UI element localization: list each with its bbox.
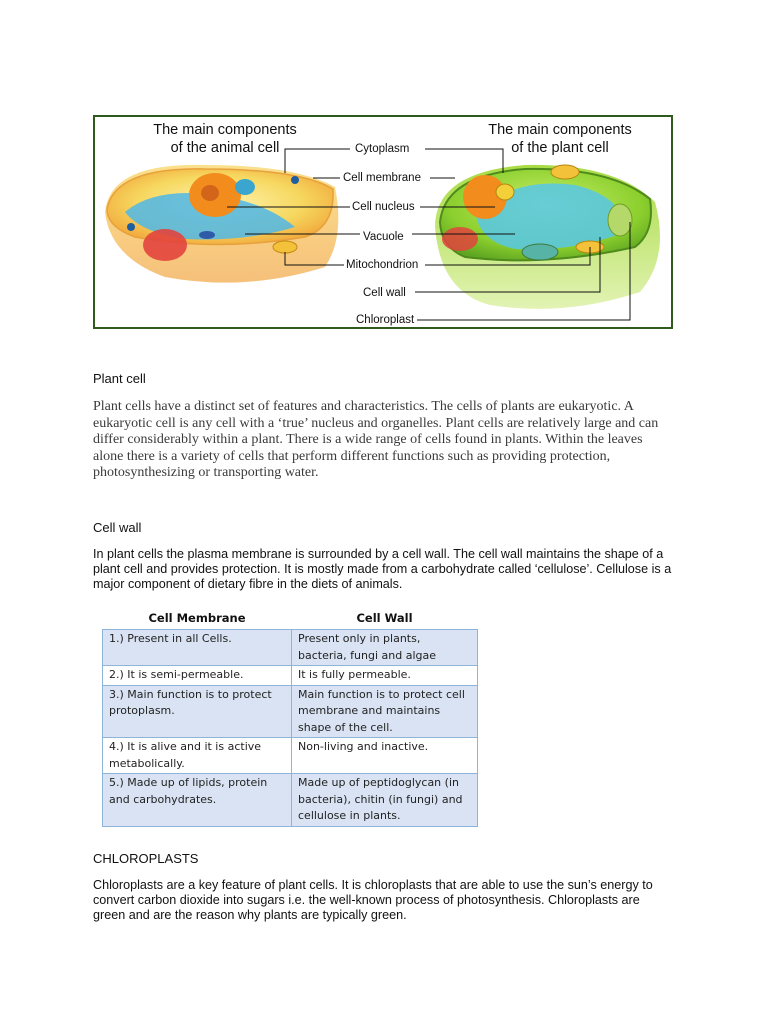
table-cell: 2.) It is semi-permeable. <box>103 666 292 686</box>
plant-title-line-1: The main components <box>488 122 632 138</box>
label-cytoplasm: Cytoplasm <box>355 143 410 155</box>
animal-cell-title <box>125 121 325 157</box>
table-row <box>103 666 478 686</box>
plant-title-line-2: of the plant cell <box>511 140 609 156</box>
table-cell: It is fully permeable. <box>292 666 478 686</box>
paragraph-plant-cell: Plant cells have a distinct set of features and characteristics. The cells of plants are eukaryotic. A eukaryotic cell is any cell with a ‘true’ nucleus and organelles. Plant cells are relatively large and can differ considerably within a plant. There is a wide range of cells found in plants. Within the leaves alone there is a variety of cells that perform different functions such as providing protection, photosynthesizing or transporting water. <box>93 399 659 481</box>
paragraph-chloroplasts: Chloroplasts are a key feature of plant cells. It is chloroplasts that are able to use the sun’s energy to convert carbon dioxide into sugars i.e. the well-known process of photosynthesis. Chloroplasts are green and are the reason why plants are typically green. <box>93 878 653 923</box>
table-row <box>103 738 478 774</box>
table-cell: 5.) Made up of lipids, protein and carbohydrates. <box>103 774 292 827</box>
label-vacuole: Vacuole <box>363 231 404 243</box>
table-row <box>103 774 478 827</box>
table-row <box>103 685 478 738</box>
heading-plant-cell: Plant cell <box>93 371 146 386</box>
animal-title-line-1: The main components <box>153 122 297 138</box>
label-cell-nucleus: Cell nucleus <box>352 201 415 213</box>
table-cell: 4.) It is alive and it is active metabolically. <box>103 738 292 774</box>
paragraph-cell-wall: In plant cells the plasma membrane is surrounded by a cell wall. The cell wall maintains the shape of a plant cell and provides protection. It is mostly made from a carbohydrate called ‘cellulose’. Cellulose is a major component of dietary fibre in the diets of animals. <box>93 547 672 592</box>
table-row <box>103 630 478 666</box>
label-mitochondrion: Mitochondrion <box>346 259 419 271</box>
table-cell: Present only in plants, bacteria, fungi and algae <box>292 630 478 666</box>
table-cell: 1.) Present in all Cells. <box>103 630 292 666</box>
table-cell: Non-living and inactive. <box>292 738 478 774</box>
table-cell: Made up of peptidoglycan (in bacteria), chitin (in fungi) and cellulose in plants. <box>292 774 478 827</box>
cell-diagram-figure <box>93 115 673 329</box>
label-chloroplast: Chloroplast <box>356 314 415 326</box>
table-cell: Main function is to protect cell membrane and maintains shape of the cell. <box>292 685 478 738</box>
header-cell-membrane: Cell Membrane <box>148 611 246 625</box>
heading-cell-wall: Cell wall <box>93 520 142 535</box>
comparison-table <box>102 607 478 827</box>
animal-title-line-2: of the animal cell <box>170 140 280 156</box>
label-cell-wall: Cell wall <box>363 287 406 299</box>
table-header-row <box>103 607 478 630</box>
label-cell-membrane: Cell membrane <box>343 172 421 184</box>
header-cell-wall: Cell Wall <box>356 611 413 625</box>
table-cell: 3.) Main function is to protect protoplasm. <box>103 685 292 738</box>
plant-cell-title <box>460 121 660 157</box>
heading-chloroplasts: CHLOROPLASTS <box>93 851 199 866</box>
